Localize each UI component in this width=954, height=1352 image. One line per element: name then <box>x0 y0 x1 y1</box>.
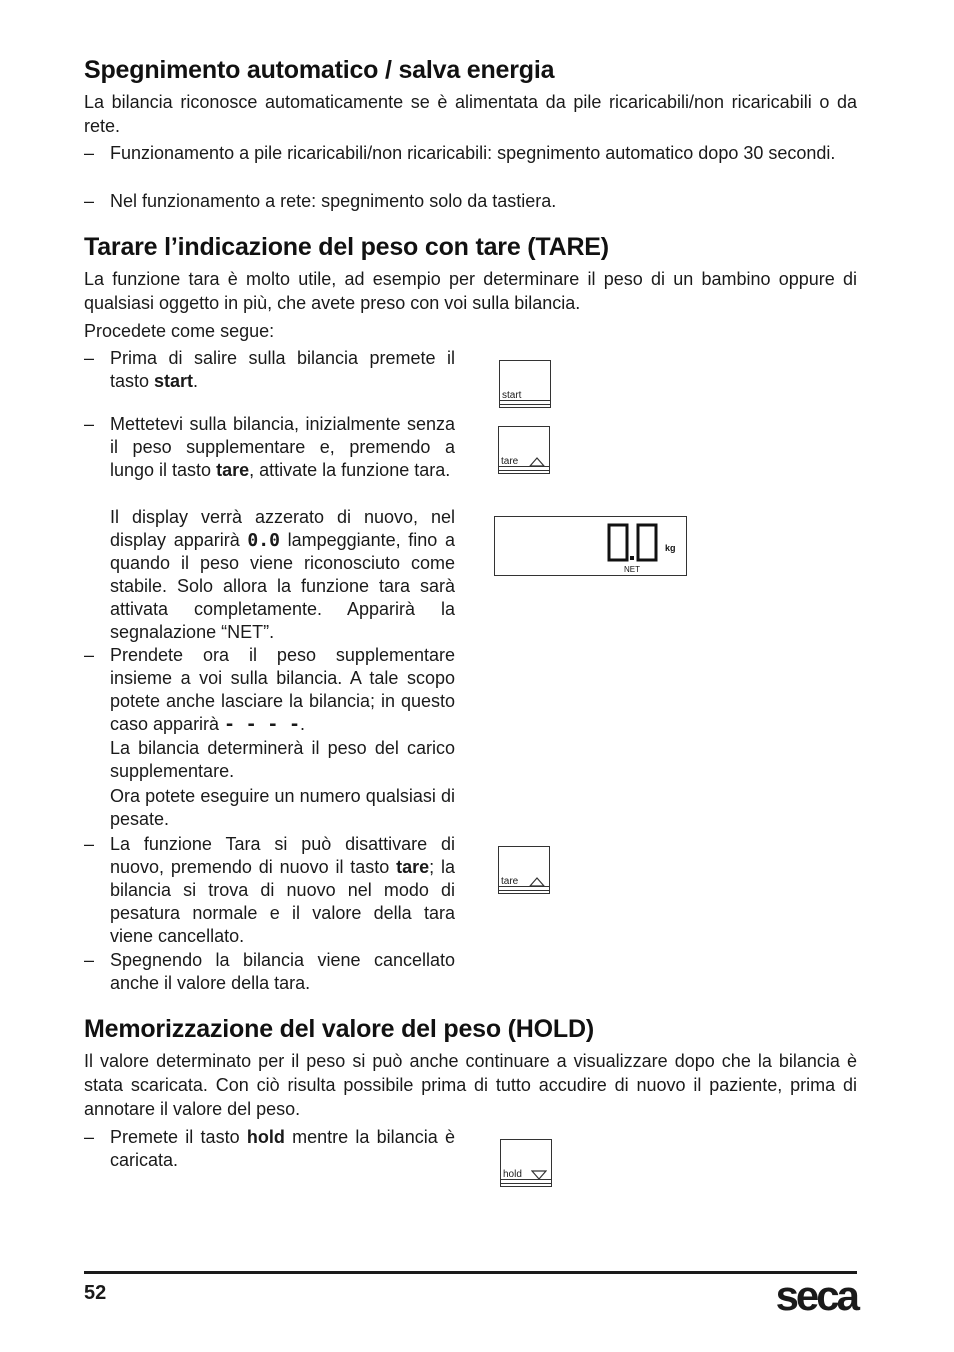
list-item <box>84 142 857 165</box>
list-item <box>84 949 857 995</box>
list-item-text <box>110 833 455 948</box>
text-run: Mettetevi sulla bilancia, inizialmente senza il peso supplementare e, premendo a lungo il tasto <box>110 414 455 480</box>
hold-intro: Il valore determinato per il peso si può anche continuare a visualizzare dopo che la bilancia è stata scaricata. Con ciò risulta possibile prima di tutto accudire di nuovo il paziente, prima di annotare il valore del peso. <box>84 1051 857 1119</box>
tare-intro: La funzione tara è molto utile, ad esempio per determinare il peso di un bambino oppure di qualsiasi oggetto in più, che avete preso con voi sulla bilancia. <box>84 269 857 313</box>
up-triangle-icon <box>529 457 545 467</box>
display-unit: kg <box>665 543 676 553</box>
list-item <box>84 413 857 482</box>
tare-step2-detail <box>110 506 455 644</box>
bullet-dash: – <box>84 950 95 970</box>
key-name: tare <box>216 460 250 480</box>
text-run: . <box>193 371 199 391</box>
tare-key-illustration <box>498 846 550 894</box>
tare-key-illustration <box>498 426 550 474</box>
page-number: 52 <box>84 1282 107 1304</box>
bullet-dash: – <box>84 645 95 665</box>
text-run: Prendete ora il peso supplementare insieme a voi sulla bilancia. A tale scopo potete anche lasciare la bilancia; in questo caso apparirà <box>110 645 455 734</box>
text-run: . <box>299 714 305 734</box>
tare-step3-detail: Ora potete eseguire un numero qualsiasi di pesate. <box>110 786 455 829</box>
list-item <box>84 833 857 948</box>
key-label: start <box>502 390 522 401</box>
footer-rule <box>84 1271 857 1274</box>
list-item <box>84 190 857 213</box>
display-glyph: 0.0 <box>247 530 280 551</box>
auto-off-intro: La bilancia riconosce automaticamente se è alimentata da pile ricaricabili/non ricaricabili o da rete. <box>84 92 857 136</box>
display-glyph: - - - - <box>224 714 300 735</box>
up-triangle-icon <box>529 877 545 887</box>
text-run: , attivate la funzione tara. <box>249 460 451 480</box>
text-run: Premete il tasto <box>110 1127 247 1147</box>
text-run: Prima di salire sulla bilancia premete il tasto <box>110 348 455 391</box>
tare-step3-detail: La bilancia determinerà il peso del carico supplementare. <box>110 738 455 781</box>
down-triangle-icon <box>531 1170 547 1180</box>
list-item-text: Spegnendo la bilancia viene cancellato anche il valore della tara. <box>110 950 455 993</box>
bullet-dash: – <box>84 834 95 854</box>
bullet-dash: – <box>84 143 95 163</box>
text-run: ; la bilancia si trova di nuovo nel modo di pesatura normale e il valore della tara viene cancellato. <box>110 857 455 946</box>
bullet-dash: – <box>84 348 95 368</box>
section-title-tare: Tarare l’indicazione del peso con tare (TARE) <box>84 233 609 261</box>
list-item-text: Nel funzionamento a rete: spegnimento solo da tastiera. <box>110 191 557 211</box>
bullet-dash: – <box>84 414 95 434</box>
manual-page <box>84 0 857 1352</box>
list-item <box>84 644 857 736</box>
list-item-text <box>110 1126 455 1172</box>
scale-display-illustration <box>494 516 687 576</box>
list-item-text: Funzionamento a pile ricaricabili/non ricaricabili: spegnimento automatico dopo 30 secondi. <box>110 143 836 163</box>
section-title-hold: Memorizzazione del valore del peso (HOLD) <box>84 1015 594 1043</box>
bullet-dash: – <box>84 191 95 211</box>
bullet-dash: – <box>84 1127 95 1147</box>
text-run: mentre la bilancia è caricata. <box>110 1127 455 1170</box>
key-label: hold <box>503 1169 522 1180</box>
list-item-text <box>110 644 455 736</box>
key-name: tare <box>396 857 430 877</box>
list-item-text <box>110 347 455 393</box>
text-run: Il display verrà azzerato di nuovo, nel display apparirà <box>110 507 455 550</box>
display-readout <box>495 517 685 574</box>
text-run: lampeggiante, fino a quando il peso viene riconosciuto come stabile. Solo allora la funzione tara sarà attivata completamente. Apparirà la segnalazione “NET”. <box>110 530 455 642</box>
start-key-illustration <box>499 360 551 408</box>
display-net-indicator: NET <box>624 565 640 574</box>
key-label: tare <box>501 456 519 467</box>
key-label: tare <box>501 876 519 887</box>
key-name: hold <box>246 1127 285 1147</box>
section-title-auto-off: Spegnimento automatico / salva energia <box>84 56 555 84</box>
text-run: La funzione Tara si può disattivare di nuovo, premendo di nuovo il tasto <box>110 834 455 877</box>
brand-logo: seca <box>775 1272 857 1319</box>
list-item <box>84 347 857 393</box>
hold-key-illustration <box>500 1139 552 1187</box>
key-name: start <box>154 371 194 391</box>
list-item <box>84 1126 857 1172</box>
tare-procedure: Procedete come segue: <box>84 321 275 341</box>
list-item-text <box>110 413 455 482</box>
